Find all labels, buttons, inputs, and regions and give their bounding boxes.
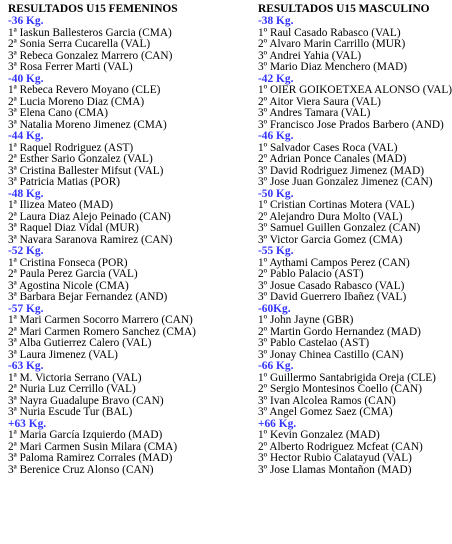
weight-category-heading: +66 Kg. (258, 417, 297, 430)
weight-category-group (258, 246, 431, 304)
result-line: 3º Hector Rubio Calatayud (VAL) (258, 452, 412, 464)
result-line: 1ª Maria García Izquierdo (MAD) (8, 429, 163, 441)
result-line: 2º Adrian Ponce Canales (MAD) (258, 153, 407, 165)
result-line: 3º Mario Diaz Menchero (MAD) (258, 61, 408, 73)
weight-category-heading: -63 Kg. (8, 360, 44, 372)
result-line: 1ª Cristina Fonseca (POR) (8, 256, 128, 269)
result-line: 3º Jose Llamas Montañon (MAD) (258, 463, 412, 476)
result-line: 2ª Paula Perez Garcia (VAL) (8, 268, 138, 280)
weight-category-heading: -44 Kg. (8, 130, 44, 142)
weight-category-group (8, 74, 253, 132)
result-line: 2º Sergio Montesinos Coello (CAN) (258, 383, 422, 395)
weight-category-heading: -36 Kg. (8, 15, 44, 27)
weight-category-heading: -42 Kg. (258, 72, 294, 85)
result-line: 3ª Cristina Ballester Mifsut (VAL) (8, 164, 164, 177)
result-line: 3º Andrei Yahia (VAL) (258, 49, 362, 62)
weight-category-heading: -40 Kg. (8, 72, 44, 85)
result-line: 3º Jose Juan Gonzalez Jimenez (CAN) (258, 176, 433, 188)
weight-category-group (258, 360, 436, 419)
result-line: 2º Pablo Palacio (AST) (258, 268, 364, 280)
result-line: 3ª Elena Cano (CMA) (8, 107, 109, 119)
result-line: 3º David Guerrero Ibañez (VAL) (258, 291, 407, 303)
result-line: 2º Aitor Viera Saura (VAL) (258, 95, 381, 108)
weight-category-heading: -60Kg. (258, 302, 291, 315)
result-line: 3º Pablo Castelao (AST) (258, 337, 370, 349)
result-line: 3ª Paloma Ramirez Corrales (MAD) (8, 452, 173, 464)
result-line: 1ª M. Victoria Serrano (VAL) (8, 371, 142, 384)
weight-category-group (258, 189, 431, 247)
result-line: 2ª Lucia Moreno Diaz (CMA) (8, 95, 145, 108)
weight-category-group (8, 361, 253, 419)
result-line: 2º Alvaro Marin Carrillo (MUR) (258, 38, 406, 50)
result-line: 3º Josue Casado Rabasco (VAL) (258, 279, 405, 292)
result-line: 2ª Esther Sario Gonzalez (VAL) (8, 153, 153, 165)
result-line: 3º Samuel Guillen Gonzalez (CAN) (258, 222, 421, 234)
weight-category-heading: -46 Kg. (258, 130, 294, 142)
result-line: 3ª Rebeca Gonzalez Marrero (CAN) (8, 49, 173, 62)
result-line: 2ª Sonia Serra Cucarella (VAL) (8, 38, 151, 50)
weight-category-heading: -48 Kg. (8, 187, 44, 200)
result-line: 3ª Barbara Bejar Fernandez (AND) (8, 291, 168, 303)
weight-category-group (8, 419, 253, 477)
weight-category-heading: -50 Kg. (258, 187, 294, 200)
result-line: 3ª Natalia Moreno Jimenez (CMA) (8, 118, 167, 131)
weight-category-heading: -57 Kg. (8, 302, 44, 315)
women-results-title: RESULTADOS U15 FEMENINOS (8, 3, 178, 15)
result-line: 3ª Rosa Ferrer Marti (VAL) (8, 61, 133, 73)
result-line: 1º OIER GOIKOETXEA ALONSO (VAL) (258, 84, 452, 96)
result-line: 3ª Berenice Cruz Alonso (CAN) (8, 463, 154, 476)
result-line: 1º Kevin Gonzalez (MAD) (258, 429, 380, 441)
weight-category-group (258, 16, 431, 74)
men-results-column (258, 2, 452, 476)
result-line: 3º Angel Gomez Saez (CMA) (258, 406, 393, 418)
weight-category-group (258, 72, 452, 132)
result-line: 3ª Laura Jimenez (VAL) (8, 348, 118, 361)
result-line: 2º Alejandro Dura Molto (VAL) (258, 210, 403, 223)
result-line: 3º Andres Tamara (VAL) (258, 107, 371, 119)
result-line: 1ª Iaskun Ballesteros Garcia (CMA) (8, 26, 172, 39)
result-line: 2ª Mari Carmen Romero Sanchez (CMA) (8, 325, 196, 338)
men-results-title: RESULTADOS U15 MASCULINO (258, 3, 430, 15)
result-line: 3ª Nuria Escude Tur (BAL) (8, 406, 133, 418)
result-line: 1ª Mari Carmen Socorro Marrero (CAN) (8, 314, 193, 326)
result-line: 3ª Patricia Matias (POR) (8, 176, 120, 188)
result-line: 1º Salvador Cases Roca (VAL) (258, 141, 398, 154)
weight-category-group (8, 304, 253, 362)
women-results-column (8, 2, 253, 476)
result-line: 2ª Laura Diaz Alejo Peinado (CAN) (8, 210, 171, 223)
weight-category-group (8, 131, 253, 189)
result-line: 1º Raul Casado Rabasco (VAL) (258, 26, 401, 39)
men-groups (258, 15, 452, 476)
result-line: 1ª Ilizea Mateo (MAD) (8, 199, 114, 211)
result-line: 3ª Alba Gutierrez Calero (VAL) (8, 337, 152, 349)
weight-category-group (8, 246, 253, 304)
result-line: 2ª Mari Carmen Susin Milara (CMA) (8, 440, 178, 453)
weight-category-group (258, 131, 431, 189)
result-line: 3º Francisco Jose Prados Barbero (AND) (258, 118, 444, 131)
result-line: 3º Jonay Chinea Castillo (CAN) (258, 348, 404, 361)
result-line: 3º David Rodriguez Jimenez (MAD) (258, 164, 425, 177)
result-line: 3º Ivan Alcolea Ramos (CAN) (258, 394, 396, 407)
result-line: 3ª Nayra Guadalupe Bravo (CAN) (8, 394, 164, 407)
result-line: 2ª Nuria Luz Cerrillo (VAL) (8, 383, 136, 395)
women-groups (8, 16, 253, 476)
weight-category-heading: -52 Kg. (8, 245, 44, 257)
weight-category-heading: +63 Kg. (8, 417, 47, 430)
weight-category-heading: -55 Kg. (258, 245, 294, 257)
result-line: 1º Aythami Campos Perez (CAN) (258, 256, 410, 269)
result-line: 3ª Raquel Diaz Vidal (MUR) (8, 222, 139, 234)
result-line: 1º John Jayne (GBR) (258, 314, 354, 326)
result-line: 3ª Agostina Nicole (CMA) (8, 279, 129, 292)
weight-category-group (8, 16, 253, 74)
result-line: 1º Cristian Cortinas Motera (VAL) (258, 199, 415, 211)
result-line: 1ª Raquel Rodriguez (AST) (8, 141, 134, 154)
weight-category-group (258, 304, 431, 362)
result-line: 3º Victor Garcia Gomez (CMA) (258, 233, 403, 246)
result-line: 1ª Rebeca Revero Moyano (CLE) (8, 84, 161, 96)
weight-category-heading: -66 Kg. (258, 360, 294, 372)
result-line: 2º Martin Gordo Hernandez (MAD) (258, 325, 421, 338)
weight-category-heading: -38 Kg. (258, 15, 294, 27)
result-line: 1º Guillermo Santabrigida Oreja (CLE) (258, 371, 436, 384)
result-line: 2º Alberto Rodriguez Mcfeat (CAN) (258, 440, 423, 453)
weight-category-group (8, 189, 253, 247)
weight-category-group (258, 419, 431, 477)
result-line: 3ª Navara Saranova Ramirez (CAN) (8, 233, 173, 246)
